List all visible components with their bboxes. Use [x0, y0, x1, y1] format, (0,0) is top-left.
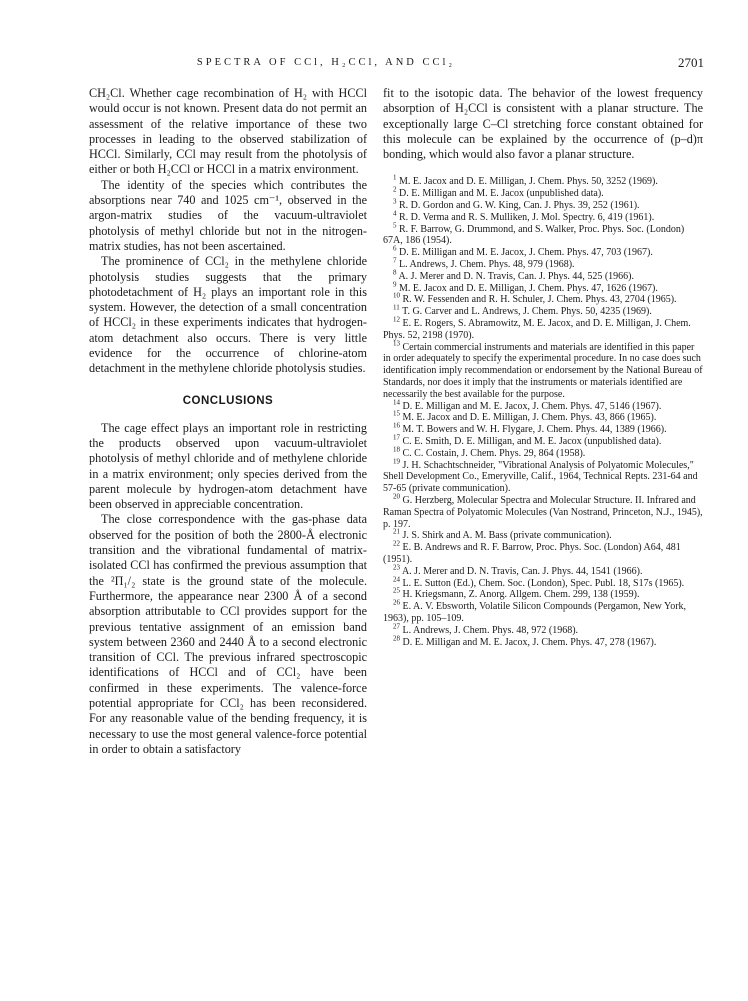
reference-text: E. A. V. Ebsworth, Volatile Silicon Compounds (Pergamon, New York, 1963), pp. 105–109. — [383, 601, 687, 624]
reference-item — [383, 197, 703, 212]
body-paragraph: CH₂Cl. Whether cage recombination of H₂ with HCCl would occur is not known. Present data do not permit an assessment of the relative importance of these two processes in leading to the observed stabilization of HCCl. Similarly, CCl may result from the photolysis of either or both H₂CCl or HCCl in a matrix environment. — [89, 86, 367, 177]
page-number: 2701 — [678, 55, 704, 70]
reference-number: 4 — [393, 209, 397, 218]
conclusion-paragraph: The close correspondence with the gas-phase data observed for the position of both the 2800-Å electronic transition and the vibrational fundamental of matrix-isolated CCl has confirmed the previous assumption that the ²Π₁/₂ state is the ground state of the molecule. Furthermore, the appearance near 2300 Å of a second absorption attributable to CCl provides support for the previous tentative assignment of an emission band system between 2360 and 2440 Å to a second electronic transition of CCl. The previous infrared spectroscopic identifications of HCCl and of CCl₂ have been confirmed in these experiments. The valence-force potential appropriate for CCl₂ has been reconsidered. For any reasonable value of the bending frequency, it is necessary to use the most general valence-force potential in order to obtain a satisfactory — [89, 512, 367, 756]
reference-text: M. E. Jacox and D. E. Milligan, J. Chem. Phys. 47, 1626 (1967). — [399, 282, 658, 294]
reference-text: J. S. Shirk and A. M. Bass (private communication). — [402, 530, 612, 542]
reference-text: C. C. Costain, J. Chem. Phys. 29, 864 (1958). — [402, 447, 586, 459]
reference-text: M. T. Bowers and W. H. Flygare, J. Chem. Phys. 44, 1389 (1966). — [402, 424, 667, 436]
reference-text: D. E. Milligan and M. E. Jacox, J. Chem. Phys. 47, 703 (1967). — [399, 247, 653, 259]
reference-text: E. B. Andrews and R. F. Barrow, Proc. Phys. Soc. (London) A64, 481 (1951). — [383, 542, 681, 565]
reference-number: 13 — [393, 339, 400, 348]
reference-item — [383, 445, 703, 460]
reference-text: G. Herzberg, Molecular Spectra and Molecular Structure. II. Infrared and Raman Spectra of Polyatomic Molecules (Van Nostrand, Princeton, N.J., 1945), p. 197. — [383, 495, 703, 530]
reference-number: 16 — [393, 421, 400, 430]
reference-text: D. E. Milligan and M. E. Jacox, J. Chem. Phys. 47, 278 (1967). — [402, 636, 657, 648]
reference-item — [383, 256, 703, 271]
body-paragraph: The prominence of CCl₂ in the methylene chloride photolysis studies suggests that the primary photodetachment of H₂ plays an important role in this system. However, the detection of a small concentration of HCCl₂ in these experiments indicates that hydrogen-atom detachment also occurs. There is very little evidence for the occurrence of chlorine-atom detachment in the methylene chloride photolysis studies. — [89, 254, 367, 376]
reference-number: 18 — [393, 445, 400, 454]
reference-list — [383, 176, 703, 648]
reference-number: 14 — [393, 398, 400, 407]
reference-item — [383, 589, 703, 601]
reference-item — [383, 622, 703, 637]
reference-item — [383, 598, 703, 625]
reference-item — [383, 457, 703, 495]
left-column — [89, 86, 367, 757]
reference-text: T. G. Carver and L. Andrews, J. Chem. Phys. 50, 4235 (1969). — [402, 306, 652, 318]
reference-number: 22 — [393, 539, 400, 548]
reference-item — [383, 634, 703, 649]
reference-text: Certain commercial instruments and materials are identified in this paper in order adequately to specify the experimental procedure. In no case does such identification imply recommendation or endorsement by the National Bureau of Standards, nor does it imply that the instruments or materials identified are necessarily the best available for the purpose. — [383, 341, 703, 400]
reference-number: 9 — [393, 280, 397, 289]
reference-item — [383, 398, 703, 413]
section-heading: CONCLUSIONS — [182, 394, 274, 407]
reference-item — [383, 209, 703, 224]
reference-item — [383, 539, 703, 566]
reference-text: R. D. Gordon and G. W. King, Can. J. Phys. 39, 252 (1961). — [399, 200, 640, 212]
reference-number: 2 — [393, 185, 397, 194]
reference-number: 11 — [393, 303, 400, 312]
reference-item — [383, 412, 703, 424]
reference-item — [383, 339, 703, 401]
reference-item — [383, 244, 703, 259]
reference-item — [383, 176, 703, 188]
reference-text: M. E. Jacox and D. E. Milligan, J. Chem. Phys. 43, 866 (1965). — [402, 412, 657, 424]
reference-text: E. E. Rogers, S. Abramowitz, M. E. Jacox, and D. E. Milligan, J. Chem. Phys. 52, 2198 (1970). — [383, 318, 691, 341]
running-title: SPECTRA OF CCl, H₂CCl, AND CCl₂ — [196, 57, 456, 68]
reference-item — [383, 294, 703, 306]
reference-item — [383, 221, 703, 248]
reference-number: 10 — [393, 292, 400, 301]
reference-number: 3 — [393, 197, 397, 206]
reference-item — [383, 315, 703, 342]
reference-number: 21 — [393, 528, 400, 537]
reference-item — [383, 492, 703, 530]
reference-number: 1 — [393, 174, 397, 183]
reference-text: M. E. Jacox and D. E. Milligan, J. Chem. Phys. 50, 3252 (1969). — [399, 176, 658, 188]
conclusion-paragraph: The cage effect plays an important role in restricting the products observed upon vacuum-ultraviolet photolysis of methyl chloride and of methylene chloride in a matrix environment; only species derived from the parent molecule by hydrogen-atom detachment have been observed in appreciable concentration. — [89, 420, 367, 512]
reference-number: 24 — [393, 575, 400, 584]
reference-number: 20 — [393, 492, 400, 501]
reference-text: L. Andrews, J. Chem. Phys. 48, 979 (1968). — [399, 259, 575, 271]
reference-item — [383, 563, 703, 578]
reference-item — [383, 185, 703, 200]
reference-number: 12 — [393, 315, 400, 324]
reference-item — [383, 421, 703, 436]
reference-text: D. E. Milligan and M. E. Jacox, J. Chem. Phys. 47, 5146 (1967). — [402, 400, 662, 412]
reference-item — [383, 280, 703, 295]
reference-number: 23 — [393, 563, 400, 572]
reference-text: L. E. Sutton (Ed.), Chem. Soc. (London), Spec. Publ. 18, S17s (1965). — [402, 577, 685, 589]
reference-item — [383, 268, 703, 283]
reference-number: 17 — [393, 433, 400, 442]
reference-item — [383, 303, 703, 318]
reference-item — [383, 575, 703, 590]
reference-number: 7 — [393, 256, 397, 265]
reference-text: L. Andrews, J. Chem. Phys. 48, 972 (1968). — [402, 624, 579, 636]
reference-number: 8 — [393, 268, 397, 277]
reference-text: R. F. Barrow, G. Drummond, and S. Walker, Proc. Phys. Soc. (London) 67A, 186 (1954). — [383, 223, 685, 247]
reference-number: 28 — [393, 634, 400, 643]
right-column — [383, 86, 703, 648]
running-head — [0, 57, 748, 73]
reference-text: C. E. Smith, D. E. Milligan, and M. E. Jacox (unpublished data). — [402, 436, 662, 448]
reference-item — [383, 433, 703, 448]
reference-number: 27 — [393, 622, 400, 631]
reference-item — [383, 530, 703, 542]
body-paragraph: The identity of the species which contributes the absorptions near 740 and 1025 cm⁻¹, observed in the argon-matrix studies of the vacuum-ultraviolet photolysis of methyl chloride but not in the nitrogen-matrix studies, has not been ascertained. — [89, 177, 367, 253]
reference-number: 5 — [393, 221, 397, 230]
body-paragraph: fit to the isotopic data. The behavior of the lowest frequency absorption of H₂CCl is consistent with a planar structure. The exceptionally large C–Cl stretching force constant obtained for this molecule can be explained by the occurrence of (p–d)π bonding, which would also favor a planar structure. — [383, 86, 703, 162]
reference-text: D. E. Milligan and M. E. Jacox (unpublished data). — [399, 188, 604, 200]
reference-text: A. J. Merer and D. N. Travis, Can. J. Phys. 44, 525 (1966). — [398, 270, 635, 282]
reference-number: 15 — [393, 410, 400, 419]
reference-number: 26 — [393, 598, 400, 607]
reference-number: 6 — [393, 244, 397, 253]
reference-text: H. Kriegsmann, Z. Anorg. Allgem. Chem. 299, 138 (1959). — [402, 589, 640, 601]
reference-text: R. D. Verma and R. S. Mulliken, J. Mol. Spectry. 6, 419 (1961). — [399, 211, 655, 223]
reference-text: R. W. Fessenden and R. H. Schuler, J. Chem. Phys. 43, 2704 (1965). — [402, 294, 677, 306]
reference-text: A. J. Merer and D. N. Travis, Can. J. Phys. 44, 1541 (1966). — [401, 565, 643, 577]
reference-number: 19 — [393, 457, 400, 466]
reference-number: 25 — [393, 587, 400, 596]
reference-text: J. H. Schachtschneider, "Vibrational Analysis of Polyatomic Molecules," Shell Development Co., Emeryville, Calif., 1964, Technical Repts. 231-64 and 57-65 (private communication). — [383, 459, 698, 495]
